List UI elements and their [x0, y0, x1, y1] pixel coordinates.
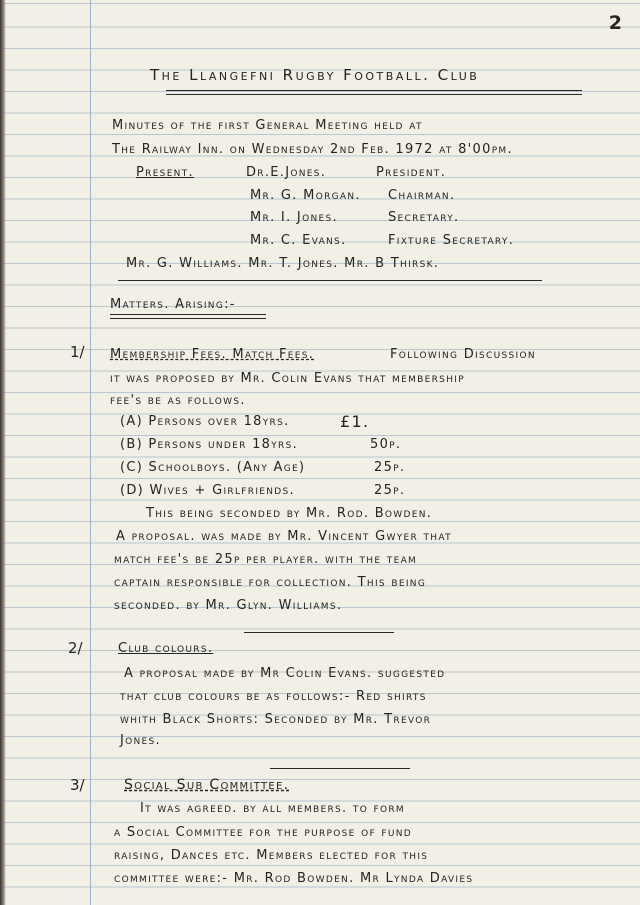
present-name: Mr. G. Morgan. — [250, 188, 361, 203]
item-heading: Club colours. — [118, 641, 214, 656]
item-text: A proposal made by Mr Colin Evans. suggested — [124, 666, 446, 681]
matters-heading: Matters. Arising:- — [110, 297, 236, 312]
present-role: Fixture Secretary. — [388, 233, 515, 248]
fee-amount: £1. — [340, 412, 370, 431]
fee-label: (A) Persons over 18yrs. — [120, 414, 290, 429]
item-text: committee were:- Mr. Rod Bowden. Mr Lynda Davies — [114, 871, 474, 886]
item-text: raising, Dances etc. Members elected for this — [114, 848, 429, 863]
club-title: The Llangefni Rugby Football. Club — [150, 66, 480, 84]
fee-amount: 25p. — [374, 483, 406, 498]
item-heading: Membership Fees. Match Fees. — [110, 347, 315, 362]
present-name: Mr. I. Jones. — [250, 210, 338, 225]
intro-line: Minutes of the first General Meeting held at — [112, 118, 423, 133]
fee-amount: 25p. — [374, 460, 406, 475]
fee-label: (D) Wives + Girlfriends. — [120, 483, 295, 498]
item-text: it was proposed by Mr. Colin Evans that membership — [110, 371, 465, 386]
item-text: A proposal. was made by Mr. Vincent Gwyer that — [116, 529, 452, 544]
present-role: President. — [376, 165, 447, 180]
other-attendees: Mr. G. Williams. Mr. T. Jones. Mr. B Thirsk. — [126, 256, 440, 271]
item-heading: Social Sub Committee. — [124, 777, 290, 793]
item-text: seconded. by Mr. Glyn. Williams. — [114, 598, 343, 613]
page-number: 2 — [608, 12, 622, 34]
item-text: that club colours be as follows:- Red shirts — [120, 689, 427, 704]
present-role: Secretary. — [388, 210, 460, 225]
item-text: a Social Committee for the purpose of fund — [114, 825, 413, 840]
fee-label: (B) Persons under 18yrs. — [120, 437, 299, 452]
item-text: match fee's be 25p per player. with the team — [114, 552, 418, 567]
item-text: It was agreed. by all members. to form — [140, 801, 405, 816]
matters-underline-2 — [110, 318, 266, 319]
present-name: Mr. C. Evans. — [250, 233, 347, 248]
present-label: Present. — [136, 165, 194, 180]
section-rule — [244, 632, 394, 633]
item-text: Jones. — [120, 733, 161, 748]
fee-amount: 50p. — [370, 437, 402, 452]
item-text: Following Discussion — [390, 347, 536, 362]
item-text: captain responsible for collection. This being — [114, 575, 427, 590]
present-name: Dr.E.Jones. — [246, 165, 327, 180]
fee-label: (C) Schoolboys. (Any Age) — [120, 460, 306, 475]
section-rule — [270, 768, 410, 769]
item-text: This being seconded by Mr. Rod. Bowden. — [146, 506, 433, 521]
item-number: 1/ — [70, 343, 85, 361]
intro-line: The Railway Inn. on Wednesday 2nd Feb. 1972 at 8'00pm. — [112, 142, 513, 157]
item-text: fee's be as follows. — [110, 393, 246, 408]
item-number: 3/ — [70, 776, 85, 794]
title-underline — [166, 90, 582, 91]
item-text: whith Black Shorts: Seconded by Mr. Trevor — [120, 712, 432, 727]
present-role: Chairman. — [388, 188, 456, 203]
margin-line — [90, 0, 91, 905]
title-underline-2 — [166, 94, 582, 95]
matters-underline — [110, 314, 266, 315]
item-number: 2/ — [68, 639, 83, 657]
section-rule — [118, 280, 542, 281]
